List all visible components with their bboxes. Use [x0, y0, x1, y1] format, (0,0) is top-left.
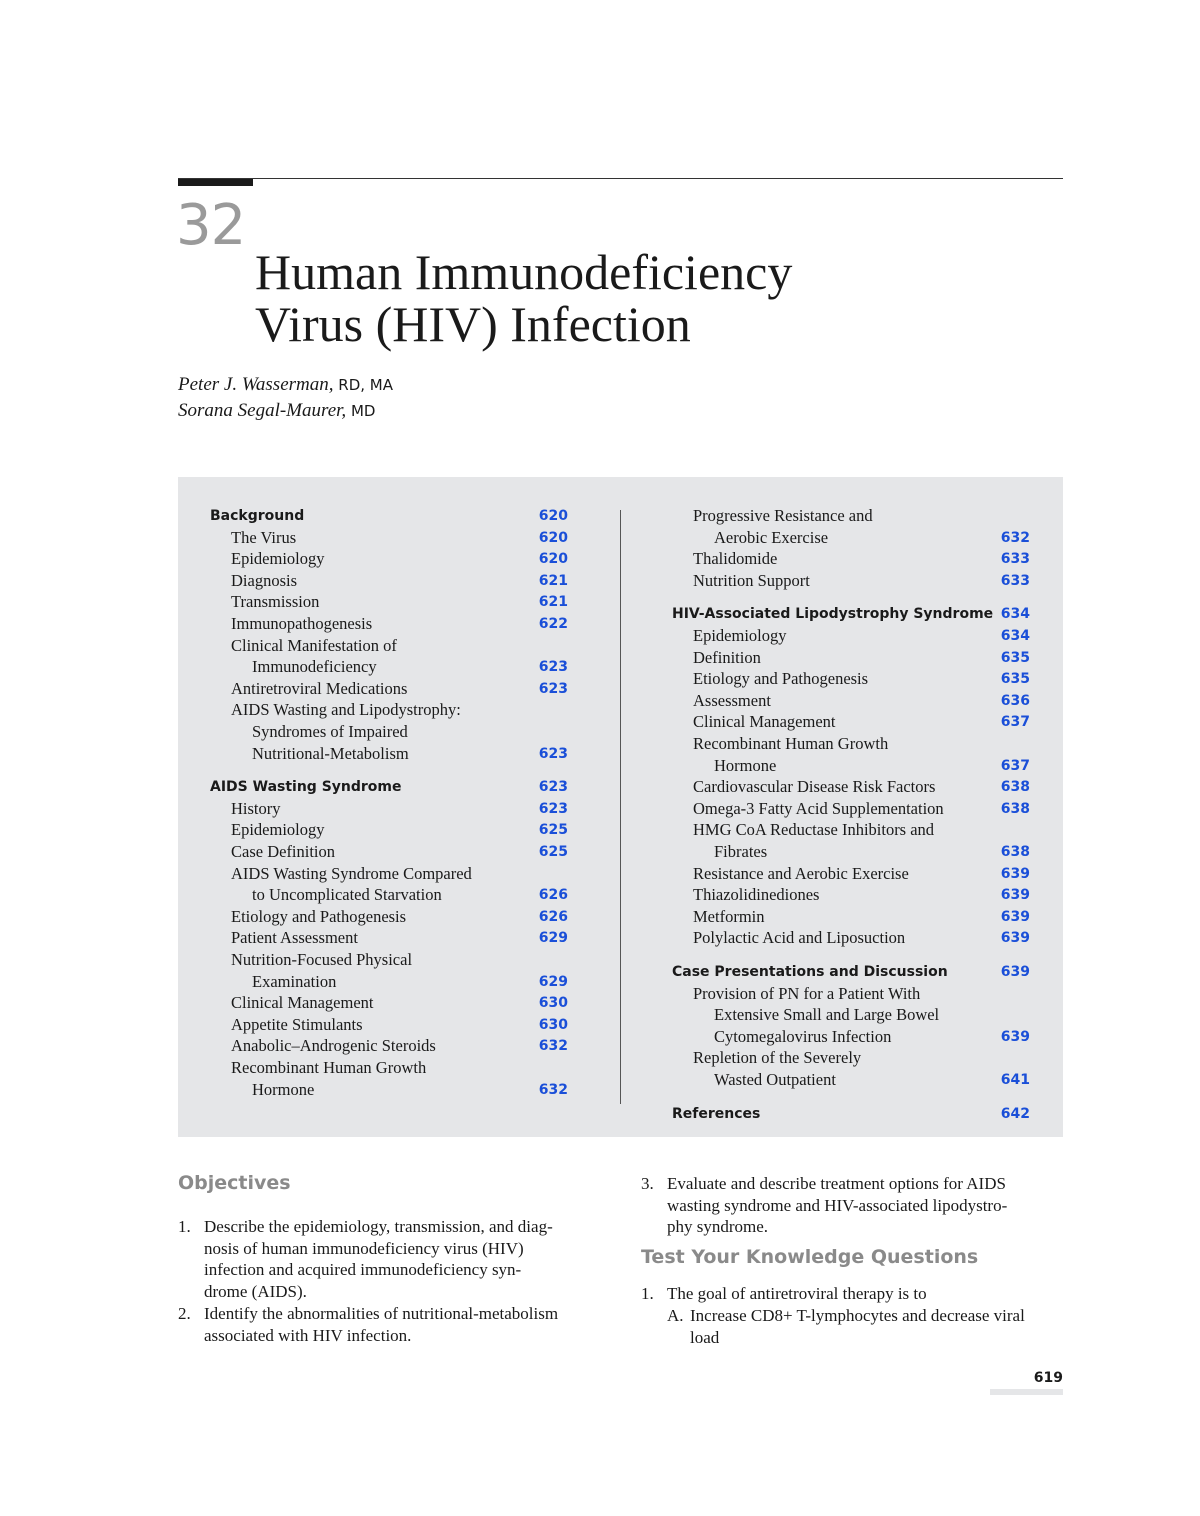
outline-page-number: 626 — [538, 908, 568, 925]
objective-text — [204, 1303, 558, 1346]
author-name: Sorana Segal-Maurer, — [178, 400, 347, 421]
outline-entry: Fibrates — [714, 842, 768, 861]
outline-entry: Epidemiology — [231, 820, 325, 840]
outline-page-number: 630 — [538, 995, 568, 1012]
outline-entry: HMG CoA Reductase Inhibitors and — [693, 820, 935, 840]
outline-heading: HIV-Associated Lipodystrophy Syndrome — [672, 606, 994, 623]
outline-page-number: 632 — [538, 1038, 568, 1055]
outline-page-number: 625 — [538, 844, 568, 860]
outline-page-number: 637 — [1000, 714, 1030, 731]
outline-entry: to Uncomplicated Starvation — [252, 885, 442, 905]
outline-page-number: 633 — [1000, 551, 1030, 568]
outline-entry: Clinical Management — [693, 712, 836, 732]
outline-page-number: 632 — [1000, 529, 1030, 546]
author-credentials: RD, MA — [333, 376, 393, 394]
text-line: Identify the abnormalities of nutritional-metabolism — [204, 1304, 559, 1323]
outline-page-number: 626 — [538, 887, 568, 904]
objective-text — [204, 1216, 553, 1302]
outline-page-number: 625 — [538, 822, 568, 839]
outline-entry: Patient Assessment — [231, 928, 358, 948]
outline-entry: AIDS Wasting Syndrome Compared — [231, 863, 472, 883]
outline-page-number: 634 — [1000, 606, 1030, 623]
outline-page-number: 630 — [538, 1016, 568, 1033]
outline-heading: Background — [210, 508, 305, 524]
outline-entry: Cytomegalovirus Infection — [714, 1026, 892, 1046]
outline-entry: Recombinant Human Growth — [693, 734, 889, 753]
outline-entry: AIDS Wasting and Lipodystrophy: — [231, 700, 461, 720]
outline-entry: Nutrition-Focused Physical — [231, 950, 413, 969]
outline-entry: Definition — [693, 647, 761, 667]
outline-page-number: 636 — [1000, 692, 1030, 709]
header-rule-accent — [178, 179, 253, 186]
outline-entry: Cardiovascular Disease Risk Factors — [693, 777, 936, 797]
outline-heading: AIDS Wasting Syndrome — [210, 779, 402, 796]
outline-entry: Extensive Small and Large Bowel — [714, 1005, 940, 1025]
outline-entry: Wasted Outpatient — [714, 1070, 836, 1089]
outline-page-number: 629 — [538, 973, 568, 990]
outline-page-number: 633 — [1000, 572, 1030, 589]
outline-heading: References — [672, 1105, 761, 1122]
outline-entry: Nutrition Support — [693, 570, 810, 590]
author-list — [178, 372, 393, 424]
outline-entry: Case Definition — [231, 842, 336, 861]
page-number: 619 — [1033, 1370, 1063, 1386]
outline-page-number: 639 — [1000, 964, 1030, 980]
outline-entry: Transmission — [231, 592, 320, 612]
outline-page-number: 620 — [538, 529, 568, 546]
outline-entry: Etiology and Pathogenesis — [231, 906, 407, 926]
outline-entry: Omega-3 Fatty Acid Supplementation — [693, 798, 944, 818]
text-line: wasting syndrome and HIV-associated lipodystro- — [667, 1195, 1008, 1215]
outline-entry: Provision of PN for a Patient With — [693, 983, 921, 1003]
question-number: 1. — [641, 1284, 654, 1303]
outline-page-number: 634 — [1000, 628, 1030, 644]
outline-entry: Clinical Management — [231, 993, 374, 1013]
objective-number: 2. — [178, 1304, 191, 1323]
outline-entry: Metformin — [693, 906, 765, 926]
text-line: drome (AIDS). — [204, 1281, 307, 1301]
author-name: Peter J. Wasserman, — [178, 374, 334, 395]
question-item — [641, 1283, 1066, 1305]
outline-page-number: 621 — [538, 594, 568, 611]
text-line: Evaluate and describe treatment options for AIDS — [667, 1174, 1006, 1193]
option-letter: A. — [667, 1306, 684, 1325]
outline-entry: Appetite Stimulants — [231, 1014, 363, 1034]
outline-entry: Assessment — [693, 690, 771, 710]
outline-page-number: 639 — [1000, 930, 1030, 947]
chapter-title-line: Virus (HIV) Infection — [255, 296, 691, 352]
header-rule — [178, 178, 1063, 179]
answer-option — [667, 1305, 1067, 1349]
author — [178, 372, 393, 398]
outline-entry: Thalidomide — [693, 549, 778, 569]
test-knowledge-heading: Test Your Knowledge Questions — [641, 1246, 979, 1268]
author — [178, 398, 393, 424]
text-line: Describe the epidemiology, transmission, and diag- — [204, 1217, 553, 1236]
text-line: infection and acquired immunodeficiency syn- — [204, 1260, 522, 1279]
outline-entry: Examination — [252, 971, 337, 991]
outline-entry: The Virus — [231, 527, 297, 547]
outline-page-number: 623 — [538, 779, 568, 796]
outline-page-number: 637 — [1000, 757, 1030, 774]
outline-entry: Resistance and Aerobic Exercise — [693, 863, 909, 883]
outline-column-divider — [620, 510, 621, 1104]
outline-page-number: 639 — [1000, 887, 1030, 904]
outline-entry: Syndromes of Impaired — [252, 722, 408, 741]
outline-page-number: 620 — [538, 508, 568, 524]
outline-entry: Clinical Manifestation of — [231, 635, 397, 655]
outline-page-number: 623 — [538, 800, 568, 817]
outline-page-number: 638 — [1000, 779, 1030, 796]
outline-page-number: 635 — [1000, 671, 1030, 688]
outline-page-number: 620 — [538, 551, 568, 568]
outline-page-number: 642 — [1000, 1105, 1030, 1122]
outline-entry: Aerobic Exercise — [714, 527, 829, 547]
objective-item — [178, 1303, 608, 1349]
outline-entry: Diagnosis — [231, 570, 297, 590]
outline-page-number: 639 — [1000, 908, 1030, 925]
chapter-title — [255, 246, 792, 350]
question-text: The goal of antiretroviral therapy is to — [667, 1284, 927, 1303]
outline-entry: Epidemiology — [231, 549, 325, 569]
chapter-number: 32 — [176, 193, 246, 258]
outline-page-number: 623 — [538, 745, 568, 762]
outline-page-number: 629 — [538, 930, 568, 947]
outline-entry: Polylactic Acid and Liposuction — [693, 928, 906, 948]
outline-page-number: 632 — [538, 1081, 568, 1098]
outline-page-number: 638 — [1000, 844, 1030, 860]
outline-page-number: 623 — [538, 659, 568, 676]
outline-entry: Repletion of the Severely — [693, 1048, 862, 1068]
text-line: phy syndrome. — [667, 1217, 769, 1236]
text-line: associated with HIV infection. — [204, 1325, 412, 1345]
text-line: load — [690, 1327, 720, 1347]
outline-entry: Hormone — [252, 1079, 315, 1099]
objective-number: 3. — [641, 1174, 654, 1193]
outline-page-number: 623 — [538, 680, 568, 697]
outline-page-number: 622 — [538, 616, 568, 632]
option-text — [690, 1305, 1025, 1348]
outline-entry: Etiology and Pathogenesis — [693, 669, 869, 689]
chapter-title-line: Human Immunodeficiency — [255, 244, 793, 300]
outline-entry: Immunodeficiency — [252, 657, 377, 677]
outline-page-number: 638 — [1000, 800, 1030, 817]
outline-entry: Thiazolidinediones — [693, 885, 820, 905]
outline-entry: Immunopathogenesis — [231, 614, 373, 633]
outline-entry: Hormone — [714, 755, 777, 775]
outline-entry: History — [231, 798, 281, 818]
objectives-heading: Objectives — [178, 1172, 291, 1194]
text-line: nosis of human immunodeficiency virus (HIV) — [204, 1238, 524, 1258]
author-credentials: MD — [346, 402, 376, 420]
objective-item — [178, 1216, 608, 1306]
outline-page-number: 639 — [1000, 1028, 1030, 1045]
outline-entry: Nutritional-Metabolism — [252, 743, 409, 763]
objective-item — [641, 1173, 1066, 1239]
outline-entry: Progressive Resistance and — [693, 506, 873, 525]
outline-entry: Antiretroviral Medications — [231, 678, 408, 698]
outline-page-number: 635 — [1000, 649, 1030, 666]
outline-entry: Epidemiology — [693, 626, 787, 645]
objective-text — [667, 1173, 1007, 1238]
text-line: Increase CD8+ T-lymphocytes and decrease viral — [690, 1306, 1025, 1325]
outline-entry: Recombinant Human Growth — [231, 1058, 427, 1077]
outline-page-number: 639 — [1000, 865, 1030, 882]
outline-page-number: 621 — [538, 572, 568, 589]
outline-entry: Anabolic–Androgenic Steroids — [231, 1036, 436, 1056]
objective-number: 1. — [178, 1217, 191, 1236]
outline-page-number: 641 — [1000, 1072, 1030, 1088]
outline-heading: Case Presentations and Discussion — [672, 964, 948, 980]
page-number-bar — [990, 1389, 1063, 1395]
